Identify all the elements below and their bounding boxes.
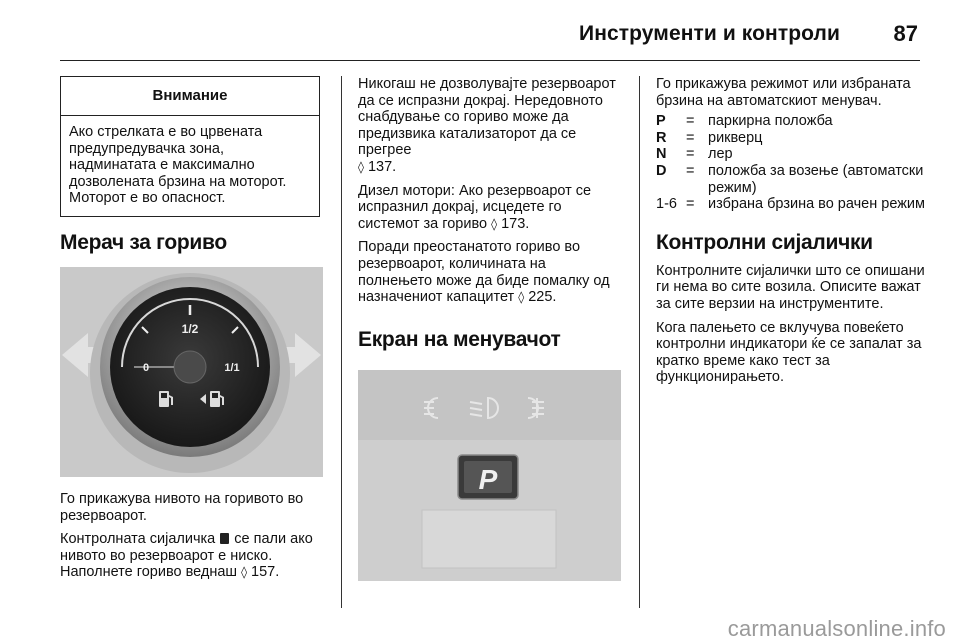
- column-divider-1: [341, 76, 342, 608]
- fuel-lamp-icon: [220, 533, 229, 544]
- gear-key: D: [656, 162, 667, 179]
- col2-para1-ref[interactable]: 137.: [367, 158, 397, 175]
- warning-heading: Внимание: [61, 77, 319, 116]
- col3-intro: Го прикажува режимот или избраната брзина на автоматскиот менувач.: [656, 76, 911, 109]
- gear-equals: =: [686, 162, 695, 179]
- gear-equals: =: [686, 113, 695, 130]
- reference-symbol: ◊: [491, 216, 498, 231]
- gear-row-d: [656, 163, 926, 196]
- fuel-gauge-illustration: [60, 267, 323, 477]
- gear-display-letter: P: [478, 463, 498, 495]
- gear-description: положба за возење (автоматски режим): [708, 162, 924, 196]
- col2-para2-text: Дизел мотори: Ако резервоарот се испразнил докрај, исцедете го системот за гориво: [358, 182, 592, 232]
- fuel-gauge-image: [60, 267, 323, 477]
- col3-para2: Кога палењето се вклучува повеќето контролни индикатори ќе се запалат за кратко време како тест за функционирањето.: [656, 319, 922, 386]
- gear-key: P: [656, 113, 666, 130]
- col2-para1: [358, 76, 623, 176]
- page-header: [60, 14, 920, 61]
- gear-display-illustration: [358, 370, 621, 581]
- reference-symbol: ◊: [358, 159, 364, 174]
- column-3: [656, 76, 926, 386]
- column-1: [60, 76, 323, 581]
- gear-row-p: [656, 113, 926, 130]
- gear-equals: =: [686, 146, 695, 163]
- watermark: carmanualsonline.info: [727, 616, 946, 641]
- col2-para3-ref[interactable]: 225.: [528, 289, 557, 306]
- gear-row-manual: [656, 196, 926, 213]
- page-title: Инструменти и контроли: [579, 22, 840, 45]
- gear-equals: =: [686, 196, 695, 213]
- fuel-gauge-para2-before: Контролната сијаличка: [60, 531, 216, 548]
- gear-key: N: [656, 146, 667, 163]
- fuel-gauge-para2-ref[interactable]: 157.: [251, 564, 280, 581]
- gear-row-n: [656, 146, 926, 163]
- gear-display-heading: Екран на менувачот: [358, 327, 561, 351]
- col2-para1-text: Никогаш не дозволувајте резервоарот да се испразни докрај. Нередовното снабдување со гориво може да предизвика катализаторот да се прегрее: [358, 76, 616, 159]
- reference-symbol: ◊: [518, 290, 525, 305]
- col2-para2-ref[interactable]: 173.: [501, 215, 530, 232]
- gear-description: избрана брзина во рачен режим: [708, 196, 926, 213]
- page-number: 87: [893, 21, 918, 46]
- col3-para1: Контролните сијалички што се опишани ги нема во сите возила. Описите важат за сите верзии на инструментите.: [656, 262, 925, 312]
- gauge-label-empty: 0: [142, 361, 150, 374]
- column-divider-2: [639, 76, 640, 608]
- col2-para3: [358, 239, 623, 305]
- col2-para3-text: Поради преостанатото гориво во резервоарот, количината на полнењето може да биде помалку од назначениот капацитет: [358, 239, 610, 306]
- warning-lights-heading: Контролни сијалички: [656, 230, 873, 254]
- column-2: [358, 76, 623, 581]
- gear-display-image: [358, 370, 621, 581]
- fuel-gauge-heading: Мерач за гориво: [60, 230, 227, 254]
- gear-description: лер: [708, 146, 733, 163]
- gear-equals: =: [686, 129, 695, 146]
- gauge-label-full: 1/1: [224, 361, 240, 374]
- col2-para2: [358, 183, 623, 233]
- gear-key: 1-6: [656, 196, 677, 213]
- warning-box: [60, 76, 320, 217]
- fuel-gauge-para1: Го прикажува нивото на горивото во резервоарот.: [60, 490, 304, 524]
- gauge-label-half: 1/2: [181, 321, 199, 336]
- gear-list: [656, 113, 926, 213]
- gear-description: паркирна положба: [708, 113, 833, 130]
- gear-row-r: [656, 130, 926, 147]
- gear-description: рикверц: [708, 129, 763, 146]
- reference-symbol: ◊: [241, 565, 248, 580]
- fuel-gauge-para2-after: се пали ако нивото во резервоарот е ниско. Наполнете гориво веднаш: [60, 531, 313, 581]
- fuel-gauge-para2: [60, 531, 323, 581]
- gear-key: R: [656, 129, 667, 146]
- warning-body: Ако стрелката е во црвената предупредувачка зона, надминатата е максимално дозволената брзина на моторот. Моторот е во опасност.: [69, 124, 287, 207]
